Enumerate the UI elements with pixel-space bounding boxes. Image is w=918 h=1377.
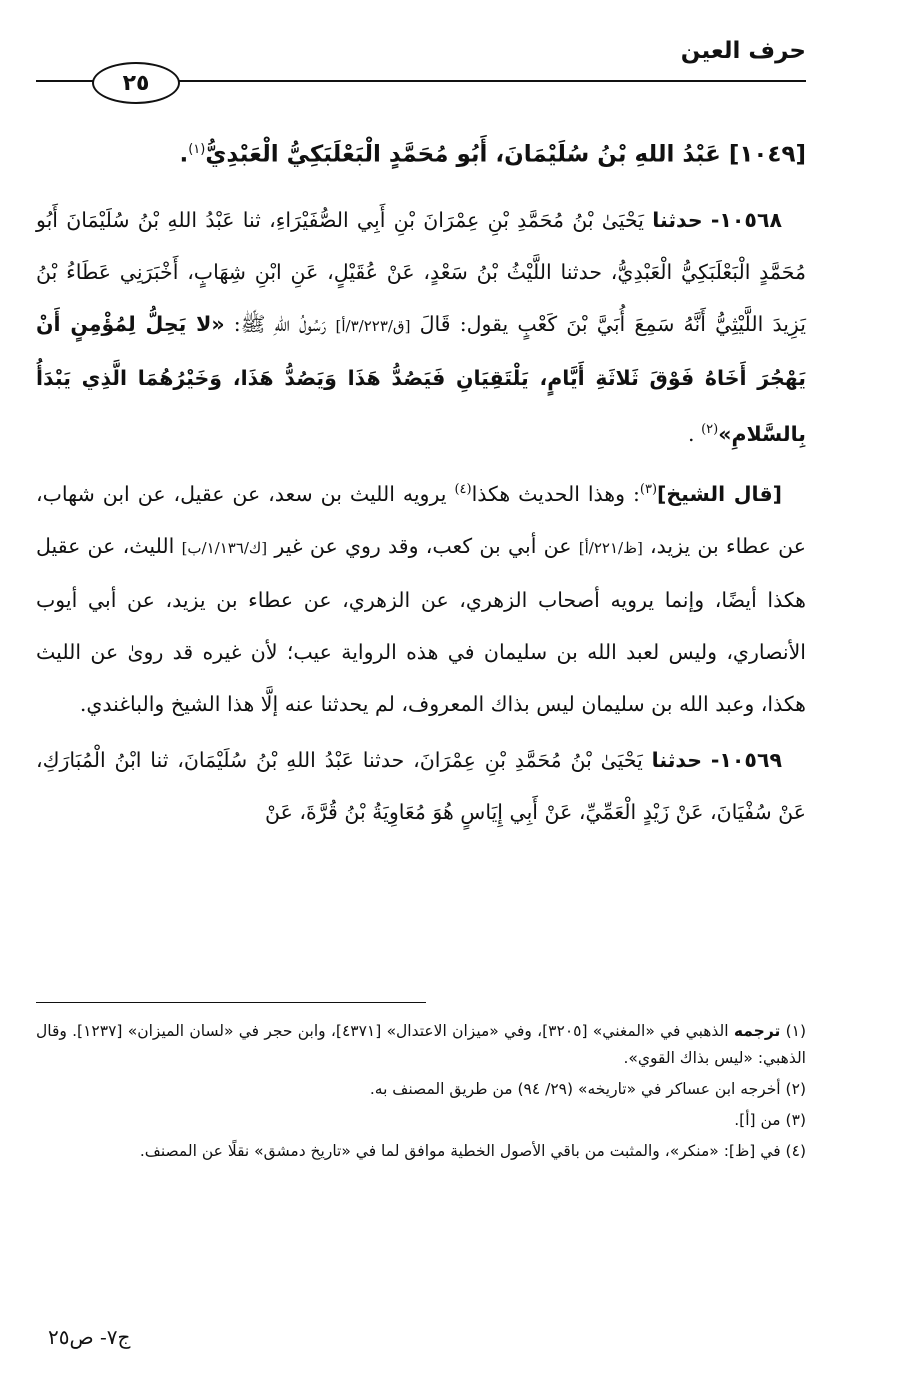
comment-label: [قال الشيخ] [657, 481, 782, 506]
page-number: ٢٥ [122, 70, 150, 96]
footnote-number: (٤) [785, 1142, 806, 1160]
isnad-text: يَحْيَىٰ بْنُ مُحَمَّدِ بْنِ عِمْرَانَ، حدثنا عَبْدُ اللهِ بْنُ سُلَيْمَانَ، ثنا ابْنُ الْمُبَارَكِ، عَنْ سُفْيَانَ، عَنْ زَيْدٍ الْعَمِّيِّ، عَنْ أَبِي إِيَاسٍ هُوَ مُعَاوِيَةُ بْنُ قُرَّةَ، عَنْ [36, 747, 806, 824]
body-text [36, 194, 806, 842]
footnote-ref: (٤) [454, 481, 472, 497]
comment-text: : وهذا الحديث هكذا [471, 481, 640, 506]
footnotes [36, 1018, 806, 1169]
hadith-paragraph [36, 734, 806, 838]
footnote-text: من [أ]. [734, 1111, 781, 1129]
manuscript-ref: [ك/١/١٣٦/ب] [181, 538, 268, 557]
manuscript-ref: [ق/٣/٢٢٣/أ] [335, 317, 411, 335]
hadith-lead: حدثنا [651, 747, 703, 772]
footnote-text: في [ظ]: «منكر»، والمثبت من باقي الأصول الخطية موافق لما في «تاريخ دمشق» نقلًا عن المصنف. [139, 1142, 781, 1160]
entry-heading: [١٠٤٩] عَبْدُ اللهِ بْنُ سُلَيْمَانَ، أَبُو مُحَمَّدٍ الْبَعْلَبَكِيُّ الْعَبْدِيُّ$^{(١)}$. [179, 141, 806, 168]
footnote-text: أخرجه ابن عساكر في «تاريخه» (٢٩/ ٩٤) من طريق المصنف به. [369, 1080, 781, 1098]
footnote-text: الذهبي في «المغني» [٣٢٠٥]، وفي «ميزان الاعتدال» [٤٣٧١]، وابن حجر في «لسان الميزان» [١٢٣٧]. وقال الذهبي: «ليس بذاك القوي». [36, 1022, 806, 1067]
matn-text: «لا يَحِلُّ لِمُؤْمِنٍ أَنْ يَهْجُرَ أَخَاهُ فَوْقَ ثَلاثَةِ أَيَّامٍ، يَلْتَقِيَانِ فَيَصُدُّ هَذَا وَيَصُدُّ هَذَا، وَخَيْرُهُمَا الَّذِي يَبْدَأُ بِالسَّلامِ» [36, 312, 806, 446]
footnote [36, 1138, 806, 1165]
manuscript-ref: [ظ/٢٢١/أ] [578, 538, 643, 557]
footnote-number: (١) [785, 1022, 807, 1040]
footnote [36, 1018, 806, 1072]
page-number-badge [92, 62, 180, 104]
footnote [36, 1076, 806, 1103]
footnote-number: (٢) [785, 1080, 806, 1098]
running-header: حرف العين [680, 38, 806, 64]
footnote-separator [36, 1002, 426, 1003]
isnad-text: رَسُولُ اللهِ ﷺ: [233, 312, 327, 336]
comment-text: عن أبي بن كعب، وقد روي عن غير [274, 533, 572, 558]
hadith-lead: حدثنا [652, 208, 703, 232]
footnote [36, 1107, 806, 1134]
hadith-paragraph: ١٠٥٦٨- حدثنا يَحْيَىٰ بْنُ مُحَمَّدِ بْنِ عِمْرَانَ بْنِ أَبِي الصُّفَيْرَاءِ، ثنا عَبْدُ اللهِ بْنُ سُلَيْمَانَ أَبُو مُحَمَّدٍ الْبَعْلَبَكِيُّ الْعَبْدِيُّ، حدثنا اللَّيْثُ بْنُ سَعْدٍ، عَنْ عُقَيْلٍ، عَنِ ابْنِ شِهَابٍ، أَخْبَرَنِي عَطَاءُ بْنُ يَزِيدَ اللَّيْثِيُّ أَنَّهُ سَمِعَ أُبَيَّ بْنَ كَعْبٍ يقول: قَالَ [ق/٣/٢٢٣/أ] رَسُولُ اللهِ ﷺ: «لا يَحِلُّ لِمُؤْمِنٍ أَنْ يَهْجُرَ أَخَاهُ فَوْقَ ثَلاثَةِ أَيَّامٍ، يَلْتَقِيَانِ فَيَصُدُّ هَذَا وَيَصُدُّ هَذَا، وَخَيْرُهُمَا الَّذِي يَبْدَأُ بِالسَّلامِ»$^{(٢)}$ . [36, 208, 806, 446]
hadith-number: ١٠٥٦٨- [710, 208, 782, 232]
footnote-ref: (١) [188, 142, 206, 157]
entry-heading-text: [١٠٤٩] عَبْدُ اللهِ بْنُ سُلَيْمَانَ، أَبُو مُحَمَّدٍ الْبَعْلَبَكِيُّ الْعَبْدِيُّ [205, 141, 806, 168]
isnad-text: يَحْيَىٰ بْنُ مُحَمَّدِ بْنِ عِمْرَانَ بْنِ أَبِي الصُّفَيْرَاءِ، ثنا عَبْدُ اللهِ بْنُ سُلَيْمَانَ أَبُو مُحَمَّدٍ الْبَعْلَبَكِيُّ الْعَبْدِيُّ، حدثنا اللَّيْثُ بْنُ سَعْدٍ، عَنْ عُقَيْلٍ، عَنِ ابْنِ شِهَابٍ، أَخْبَرَنِي عَطَاءُ بْنُ يَزِيدَ اللَّيْثِيُّ أَنَّهُ سَمِعَ أُبَيَّ بْنَ كَعْبٍ يقول: قَالَ [36, 208, 806, 336]
comment-text: الليث، عن عقيل هكذا أيضًا، وإنما يرويه أصحاب الزهري، عن الزهري، عن عطاء بن يزيد، عن أبي أيوب الأنصاري، وليس لعبد الله بن سليمان في هذه الرواية عيب؛ لأن غيره قد روىٰ عن الليث هكذا، وعبد الله بن سليمان ليس بذاك المعروف، لم يحدثنا عنه إلَّا هذا الشيخ والباغندي. [36, 533, 806, 716]
footnote-ref: (٣) [639, 481, 658, 497]
footnote-ref: (٢) [701, 422, 719, 437]
footnote-number: (٣) [785, 1111, 806, 1129]
comment-text: يرويه الليث بن سعد، عن عقيل، عن ابن شهاب، عن عطاء بن يزيد، [36, 481, 806, 558]
footnote-bold: ترجمه [733, 1022, 781, 1040]
hadith-number: ١٠٥٦٩- [710, 747, 782, 772]
volume-page-signature: ج٧- ص٢٥ [48, 1325, 131, 1349]
comment-paragraph [36, 464, 806, 730]
